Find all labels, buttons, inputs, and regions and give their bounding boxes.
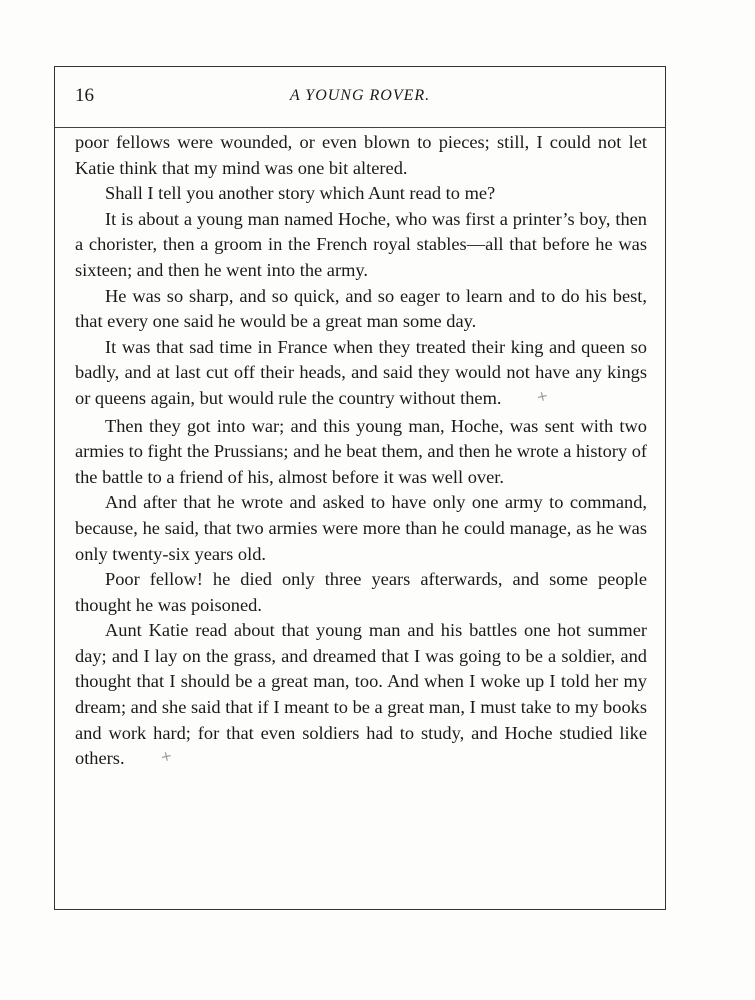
paragraph-5 xyxy=(75,335,647,414)
paragraph-9-text: Aunt Katie read about that young man and his battles one hot summer day; and I lay on the grass, and dreamed that I was going to be a soldier, and thought that I should be a great man, too. And when I woke up I told her my dream; and she said that if I meant to be a great man, I must take to my books and work hard; for that even soldiers had to study, and Hoche studied like others. xyxy=(75,620,647,769)
paragraph-5-text: It was that sad time in France when they treated their king and queen so badly, and at last cut off their heads, and said they would not have any kings or queens again, but would rule the country without them. xyxy=(75,336,647,408)
page-frame xyxy=(54,66,666,910)
paragraph-6: Then they got into war; and this young man, Hoche, was sent with two armies to fight the Prussians; and he beat them, and then he wrote a history of the battle to a friend of his, almost before it was well over. xyxy=(75,415,648,487)
page-number: 16 xyxy=(75,85,94,106)
pencil-mark-icon: + xyxy=(158,748,174,767)
paragraph-7: And after that he wrote and asked to have only one army to command, because, he said, that two armies were more than he could manage, as he was only twenty-six years old. xyxy=(75,492,647,564)
paragraph-1: poor fellows were wounded, or even blown to pieces; still, I could not let Katie think that my mind was one bit altered. xyxy=(75,132,647,178)
pencil-mark-icon: + xyxy=(535,387,551,406)
body-text xyxy=(75,130,647,774)
paragraph-8: Poor fellow! he died only three years afterwards, and some people thought he was poisoned. xyxy=(75,569,647,615)
paragraph-2: Shall I tell you another story which Aunt read to me? xyxy=(105,183,496,204)
running-title: A YOUNG ROVER. xyxy=(289,87,431,104)
header-rule xyxy=(55,127,665,128)
paragraph-3: It is about a young man named Hoche, who was first a printer’s boy, then a chorister, then a groom in the French royal stables—all that before he was sixteen; and then he went into the army. xyxy=(75,208,647,280)
paragraph-4: He was so sharp, and so quick, and so eager to learn and to do his best, that every one said he would be a great man some day. xyxy=(75,285,647,332)
paragraph-9 xyxy=(75,618,647,774)
